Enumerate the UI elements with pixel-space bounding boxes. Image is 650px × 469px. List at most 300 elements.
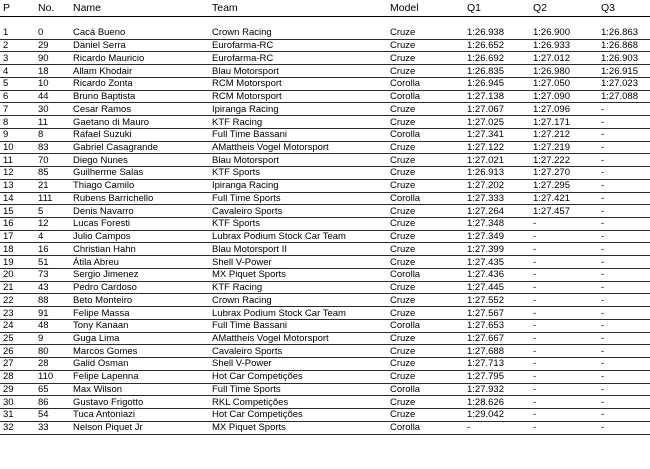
cell-model: Cruze bbox=[390, 154, 416, 166]
cell-q1-time: - bbox=[467, 422, 471, 434]
cell-position: 10 bbox=[3, 141, 14, 153]
cell-q3-time: - bbox=[601, 205, 605, 217]
cell-position: 21 bbox=[3, 282, 14, 294]
cell-q2-time: 1:27.219 bbox=[533, 141, 570, 153]
cell-team: Full Time Bassani bbox=[212, 320, 287, 332]
cell-q3-time: - bbox=[601, 269, 605, 281]
cell-q3-time: - bbox=[601, 294, 605, 306]
cell-driver-name: Felipe Lapenna bbox=[73, 371, 139, 383]
cell-q3-time: - bbox=[601, 383, 605, 395]
cell-driver-name: Gabriel Casagrande bbox=[73, 141, 159, 153]
cell-position: 26 bbox=[3, 345, 14, 357]
cell-q3-time: - bbox=[601, 103, 605, 115]
table-row bbox=[0, 319, 650, 332]
cell-q3-time: - bbox=[601, 243, 605, 255]
cell-position: 18 bbox=[3, 243, 14, 255]
cell-q2-time: - bbox=[533, 320, 537, 332]
cell-team: Eurofarma-RC bbox=[212, 52, 274, 64]
cell-q2-time: 1:26.933 bbox=[533, 40, 570, 52]
cell-driver-name: Ricardo Mauricio bbox=[73, 52, 145, 64]
cell-q1-time: 1:27.445 bbox=[467, 282, 504, 294]
cell-position: 32 bbox=[3, 422, 14, 434]
header-q1: Q1 bbox=[467, 1, 482, 14]
cell-model: Cruze bbox=[390, 243, 416, 255]
cell-driver-name: Cacá Bueno bbox=[73, 27, 126, 39]
cell-q3-time: - bbox=[601, 218, 605, 230]
cell-model: Cruze bbox=[390, 256, 416, 268]
cell-driver-name: Max Wilson bbox=[73, 383, 123, 395]
cell-position: 17 bbox=[3, 231, 14, 243]
cell-number: 16 bbox=[38, 243, 49, 255]
cell-position: 6 bbox=[3, 91, 9, 103]
cell-model: Cruze bbox=[390, 205, 416, 217]
cell-number: 80 bbox=[38, 345, 49, 357]
cell-q2-time: - bbox=[533, 294, 537, 306]
cell-model: Cruze bbox=[390, 116, 416, 128]
cell-team: MX Piquet Sports bbox=[212, 269, 286, 281]
cell-team: Shell V-Power bbox=[212, 256, 272, 268]
cell-q2-time: 1:27.457 bbox=[533, 205, 570, 217]
cell-q2-time: - bbox=[533, 396, 537, 408]
cell-number: 48 bbox=[38, 320, 49, 332]
cell-team: Cavaleiro Sports bbox=[212, 205, 283, 217]
cell-model: Corolla bbox=[390, 320, 421, 332]
cell-q1-time: 1:27.341 bbox=[467, 129, 504, 141]
cell-position: 13 bbox=[3, 180, 14, 192]
cell-team: Full Time Sports bbox=[212, 192, 281, 204]
header-q2: Q2 bbox=[533, 1, 548, 14]
cell-position: 9 bbox=[3, 129, 9, 141]
table-row bbox=[0, 141, 650, 154]
cell-q1-time: 1:27.688 bbox=[467, 345, 504, 357]
cell-number: 51 bbox=[38, 256, 49, 268]
cell-position: 3 bbox=[3, 52, 9, 64]
cell-position: 22 bbox=[3, 294, 14, 306]
cell-number: 12 bbox=[38, 218, 49, 230]
cell-q2-time: 1:27.012 bbox=[533, 52, 570, 64]
cell-position: 2 bbox=[3, 40, 9, 52]
cell-q1-time: 1:27.932 bbox=[467, 383, 504, 395]
cell-q1-time: 1:27.333 bbox=[467, 192, 504, 204]
cell-team: Hot Car Competições bbox=[212, 409, 303, 421]
cell-q3-time: - bbox=[601, 282, 605, 294]
cell-driver-name: Guilherme Salas bbox=[73, 167, 144, 179]
cell-team: AMattheis Vogel Motorsport bbox=[212, 332, 329, 344]
cell-number: 11 bbox=[38, 116, 48, 128]
cell-driver-name: Thiago Camilo bbox=[73, 180, 135, 192]
cell-q1-time: 1:26.692 bbox=[467, 52, 504, 64]
cell-q1-time: 1:27.435 bbox=[467, 256, 504, 268]
cell-team: KTF Sports bbox=[212, 167, 261, 179]
cell-q3-time: - bbox=[601, 154, 605, 166]
cell-driver-name: Christian Hahn bbox=[73, 243, 136, 255]
cell-q3-time: - bbox=[601, 345, 605, 357]
cell-position: 24 bbox=[3, 320, 14, 332]
cell-team: Cavaleiro Sports bbox=[212, 345, 283, 357]
cell-driver-name: Cesar Ramos bbox=[73, 103, 132, 115]
cell-q1-time: 1:27.349 bbox=[467, 231, 504, 243]
cell-position: 29 bbox=[3, 383, 14, 395]
cell-number: 110 bbox=[38, 371, 54, 383]
cell-number: 111 bbox=[38, 192, 53, 204]
cell-driver-name: Beto Monteiro bbox=[73, 294, 133, 306]
cell-q1-time: 1:27.067 bbox=[467, 103, 504, 115]
table-row bbox=[0, 154, 650, 167]
cell-position: 30 bbox=[3, 396, 14, 408]
table-row bbox=[0, 167, 650, 180]
cell-team: Lubrax Podium Stock Car Team bbox=[212, 307, 346, 319]
cell-q2-time: - bbox=[533, 307, 537, 319]
cell-model: Cruze bbox=[390, 409, 416, 421]
cell-q2-time: 1:27.222 bbox=[533, 154, 570, 166]
table-row bbox=[0, 103, 650, 116]
cell-q3-time: 1:27.023 bbox=[601, 78, 638, 90]
cell-q1-time: 1:27.122 bbox=[467, 141, 504, 153]
table-row bbox=[0, 307, 650, 320]
spacer-cell bbox=[0, 17, 650, 28]
cell-position: 5 bbox=[3, 78, 9, 90]
cell-model: Corolla bbox=[390, 91, 421, 103]
cell-q1-time: 1:28.626 bbox=[467, 396, 504, 408]
table-row bbox=[0, 230, 650, 243]
cell-q2-time: 1:27.212 bbox=[533, 129, 570, 141]
table-row bbox=[0, 39, 650, 52]
cell-q1-time: 1:26.913 bbox=[467, 167, 504, 179]
cell-q1-time: 1:26.938 bbox=[467, 27, 504, 39]
cell-q2-time: - bbox=[533, 422, 537, 434]
cell-q1-time: 1:27.653 bbox=[467, 320, 504, 332]
cell-position: 4 bbox=[3, 65, 9, 77]
cell-team: Blau Motorsport II bbox=[212, 243, 287, 255]
cell-team: RCM Motorsport bbox=[212, 91, 282, 103]
cell-model: Cruze bbox=[390, 332, 416, 344]
table-row bbox=[0, 281, 650, 294]
cell-q3-time: 1:26.868 bbox=[601, 40, 638, 52]
cell-team: RKL Competições bbox=[212, 396, 289, 408]
cell-q2-time: - bbox=[533, 409, 537, 421]
cell-q2-time: 1:27.096 bbox=[533, 103, 570, 115]
cell-q2-time: 1:27.270 bbox=[533, 167, 570, 179]
table-row bbox=[0, 358, 650, 371]
cell-driver-name: Gaetano di Mauro bbox=[73, 116, 150, 128]
cell-driver-name: Gustavo Frigotto bbox=[73, 396, 144, 408]
cell-driver-name: Bruno Baptista bbox=[73, 91, 136, 103]
cell-q2-time: 1:27.090 bbox=[533, 91, 570, 103]
table-row bbox=[0, 179, 650, 192]
cell-team: KTF Racing bbox=[212, 116, 263, 128]
cell-q3-time: - bbox=[601, 129, 605, 141]
cell-q2-time: - bbox=[533, 282, 537, 294]
cell-q3-time: - bbox=[601, 256, 605, 268]
cell-position: 25 bbox=[3, 332, 14, 344]
cell-q1-time: 1:27.399 bbox=[467, 243, 504, 255]
cell-q2-time: - bbox=[533, 383, 537, 395]
cell-position: 31 bbox=[3, 409, 14, 421]
cell-q2-time: - bbox=[533, 269, 537, 281]
cell-q1-time: 1:26.945 bbox=[467, 78, 504, 90]
cell-q2-time: 1:26.980 bbox=[533, 65, 570, 77]
cell-number: 30 bbox=[38, 103, 49, 115]
cell-position: 14 bbox=[3, 192, 14, 204]
table-row bbox=[0, 77, 650, 90]
cell-driver-name: Diego Nunes bbox=[73, 154, 128, 166]
cell-q1-time: 1:27.795 bbox=[467, 371, 504, 383]
cell-q1-time: 1:26.835 bbox=[467, 65, 504, 77]
cell-driver-name: Ricardo Zonta bbox=[73, 78, 133, 90]
cell-q1-time: 1:27.264 bbox=[467, 205, 504, 217]
cell-model: Cruze bbox=[390, 371, 416, 383]
cell-driver-name: Denis Navarro bbox=[73, 205, 134, 217]
header-q3: Q3 bbox=[601, 1, 616, 14]
cell-position: 16 bbox=[3, 218, 14, 230]
cell-number: 8 bbox=[38, 129, 44, 141]
cell-q2-time: 1:27.421 bbox=[533, 192, 570, 204]
cell-driver-name: Lucas Foresti bbox=[73, 218, 131, 230]
cell-model: Corolla bbox=[390, 129, 421, 141]
cell-q1-time: 1:27.436 bbox=[467, 269, 504, 281]
cell-q3-time: - bbox=[601, 116, 605, 128]
cell-position: 11 bbox=[3, 154, 13, 166]
cell-q1-time: 1:27.348 bbox=[467, 218, 504, 230]
table-row bbox=[0, 370, 650, 383]
cell-driver-name: Átila Abreu bbox=[73, 256, 119, 268]
cell-driver-name: Rubens Barrichello bbox=[73, 192, 154, 204]
cell-number: 70 bbox=[38, 154, 49, 166]
cell-q3-time: 1:26.863 bbox=[601, 27, 638, 39]
table-row bbox=[0, 268, 650, 281]
cell-model: Cruze bbox=[390, 358, 416, 370]
cell-team: Blau Motorsport bbox=[212, 65, 280, 77]
cell-model: Cruze bbox=[390, 218, 416, 230]
cell-number: 85 bbox=[38, 167, 49, 179]
table-row bbox=[0, 52, 650, 65]
cell-q3-time: 1:27.088 bbox=[601, 91, 638, 103]
cell-model: Cruze bbox=[390, 40, 416, 52]
cell-position: 1 bbox=[3, 27, 9, 39]
cell-number: 91 bbox=[38, 307, 49, 319]
cell-team: Crown Racing bbox=[212, 294, 272, 306]
cell-q2-time: - bbox=[533, 243, 537, 255]
header-spacer bbox=[0, 17, 650, 28]
cell-number: 18 bbox=[38, 65, 49, 77]
cell-q1-time: 1:27.552 bbox=[467, 294, 504, 306]
cell-model: Cruze bbox=[390, 282, 416, 294]
cell-q3-time: - bbox=[601, 231, 605, 243]
cell-number: 54 bbox=[38, 409, 49, 421]
header-number: No. bbox=[38, 1, 55, 14]
cell-q2-time: 1:27.171 bbox=[533, 116, 570, 128]
cell-team: KTF Racing bbox=[212, 282, 263, 294]
cell-driver-name: Julio Campos bbox=[73, 231, 131, 243]
cell-driver-name: Sergio Jimenez bbox=[73, 269, 139, 281]
cell-driver-name: Galid Osman bbox=[73, 358, 129, 370]
cell-driver-name: Tuca Antoniazi bbox=[73, 409, 135, 421]
cell-q3-time: 1:26.903 bbox=[601, 52, 638, 64]
cell-driver-name: Daniel Serra bbox=[73, 40, 126, 52]
table-row bbox=[0, 396, 650, 409]
cell-number: 10 bbox=[38, 78, 49, 90]
cell-team: Ipiranga Racing bbox=[212, 180, 279, 192]
cell-q1-time: 1:27.713 bbox=[467, 358, 504, 370]
header-model: Model bbox=[390, 1, 419, 14]
cell-q1-time: 1:27.667 bbox=[467, 332, 504, 344]
table-row bbox=[0, 218, 650, 231]
cell-number: 65 bbox=[38, 383, 49, 395]
cell-number: 43 bbox=[38, 282, 49, 294]
cell-model: Cruze bbox=[390, 141, 416, 153]
cell-team: AMattheis Vogel Motorsport bbox=[212, 141, 329, 153]
cell-number: 73 bbox=[38, 269, 49, 281]
cell-position: 27 bbox=[3, 358, 14, 370]
table-row bbox=[0, 421, 650, 434]
table-row bbox=[0, 116, 650, 129]
cell-position: 15 bbox=[3, 205, 14, 217]
cell-number: 44 bbox=[38, 91, 49, 103]
cell-q3-time: - bbox=[601, 192, 605, 204]
cell-q2-time: - bbox=[533, 256, 537, 268]
cell-number: 86 bbox=[38, 396, 49, 408]
cell-driver-name: Rafael Suzuki bbox=[73, 129, 132, 141]
cell-driver-name: Tony Kanaan bbox=[73, 320, 129, 332]
cell-model: Cruze bbox=[390, 396, 416, 408]
cell-number: 21 bbox=[38, 180, 49, 192]
cell-number: 0 bbox=[38, 27, 44, 39]
cell-model: Corolla bbox=[390, 269, 421, 281]
cell-driver-name: Marcos Gomes bbox=[73, 345, 138, 357]
cell-q2-time: - bbox=[533, 371, 537, 383]
cell-model: Cruze bbox=[390, 180, 416, 192]
cell-team: Blau Motorsport bbox=[212, 154, 280, 166]
cell-q3-time: - bbox=[601, 167, 605, 179]
cell-q1-time: 1:27.567 bbox=[467, 307, 504, 319]
cell-model: Cruze bbox=[390, 307, 416, 319]
cell-q2-time: - bbox=[533, 358, 537, 370]
cell-driver-name: Nelson Piquet Jr bbox=[73, 422, 143, 434]
cell-q1-time: 1:29.042 bbox=[467, 409, 504, 421]
table-row bbox=[0, 192, 650, 205]
table-row bbox=[0, 256, 650, 269]
cell-q2-time: - bbox=[533, 332, 537, 344]
cell-number: 28 bbox=[38, 358, 49, 370]
table-row bbox=[0, 294, 650, 307]
cell-q2-time: - bbox=[533, 218, 537, 230]
cell-number: 83 bbox=[38, 141, 49, 153]
cell-driver-name: Allam Khodair bbox=[73, 65, 133, 77]
cell-model: Cruze bbox=[390, 65, 416, 77]
results-body bbox=[0, 17, 650, 435]
cell-q3-time: - bbox=[601, 422, 605, 434]
cell-q1-time: 1:27.025 bbox=[467, 116, 504, 128]
cell-driver-name: Guga Lima bbox=[73, 332, 120, 344]
table-row bbox=[0, 205, 650, 218]
table-row bbox=[0, 409, 650, 422]
table-row bbox=[0, 332, 650, 345]
cell-position: 28 bbox=[3, 371, 14, 383]
table-row bbox=[0, 128, 650, 141]
cell-position: 7 bbox=[3, 103, 9, 115]
cell-model: Cruze bbox=[390, 103, 416, 115]
cell-model: Corolla bbox=[390, 383, 421, 395]
cell-model: Cruze bbox=[390, 294, 416, 306]
cell-q3-time: 1:26.915 bbox=[601, 65, 638, 77]
cell-model: Cruze bbox=[390, 345, 416, 357]
cell-team: MX Piquet Sports bbox=[212, 422, 286, 434]
table-row bbox=[0, 27, 650, 39]
cell-number: 29 bbox=[38, 40, 49, 52]
cell-team: Ipiranga Racing bbox=[212, 103, 279, 115]
cell-q2-time: 1:26.900 bbox=[533, 27, 570, 39]
header-position: P bbox=[3, 1, 11, 14]
cell-number: 5 bbox=[38, 205, 44, 217]
cell-position: 12 bbox=[3, 167, 14, 179]
cell-driver-name: Pedro Cardoso bbox=[73, 282, 137, 294]
cell-q3-time: - bbox=[601, 141, 605, 153]
cell-position: 23 bbox=[3, 307, 14, 319]
cell-q1-time: 1:27.021 bbox=[467, 154, 504, 166]
cell-model: Cruze bbox=[390, 27, 416, 39]
cell-number: 4 bbox=[38, 231, 44, 243]
cell-team: RCM Motorsport bbox=[212, 78, 282, 90]
table-row bbox=[0, 345, 650, 358]
cell-team: Full Time Sports bbox=[212, 383, 281, 395]
cell-team: Crown Racing bbox=[212, 27, 272, 39]
cell-team: Eurofarma-RC bbox=[212, 40, 274, 52]
cell-number: 9 bbox=[38, 332, 44, 344]
cell-q2-time: 1:27.295 bbox=[533, 180, 570, 192]
table-row bbox=[0, 383, 650, 396]
cell-q3-time: - bbox=[601, 371, 605, 383]
cell-position: 20 bbox=[3, 269, 14, 281]
header-name: Name bbox=[73, 1, 102, 14]
cell-q1-time: 1:27.138 bbox=[467, 91, 504, 103]
header-row bbox=[0, 0, 650, 17]
cell-model: Cruze bbox=[390, 52, 416, 64]
cell-q2-time: 1:27.050 bbox=[533, 78, 570, 90]
cell-q1-time: 1:27.202 bbox=[467, 180, 504, 192]
cell-model: Corolla bbox=[390, 192, 421, 204]
cell-driver-name: Felipe Massa bbox=[73, 307, 130, 319]
cell-q1-time: 1:26.652 bbox=[467, 40, 504, 52]
cell-position: 8 bbox=[3, 116, 9, 128]
cell-q3-time: - bbox=[601, 358, 605, 370]
cell-q3-time: - bbox=[601, 332, 605, 344]
cell-q2-time: - bbox=[533, 345, 537, 357]
table-row bbox=[0, 90, 650, 103]
cell-q3-time: - bbox=[601, 396, 605, 408]
cell-team: Full Time Bassani bbox=[212, 129, 287, 141]
cell-team: Shell V-Power bbox=[212, 358, 272, 370]
cell-team: Hot Car Competições bbox=[212, 371, 303, 383]
cell-number: 90 bbox=[38, 52, 49, 64]
cell-q3-time: - bbox=[601, 307, 605, 319]
cell-model: Cruze bbox=[390, 231, 416, 243]
cell-q3-time: - bbox=[601, 180, 605, 192]
cell-model: Corolla bbox=[390, 422, 421, 434]
cell-model: Corolla bbox=[390, 78, 421, 90]
cell-team: KTF Sports bbox=[212, 218, 261, 230]
cell-model: Cruze bbox=[390, 167, 416, 179]
table-row bbox=[0, 65, 650, 78]
cell-q2-time: - bbox=[533, 231, 537, 243]
cell-q3-time: - bbox=[601, 320, 605, 332]
cell-position: 19 bbox=[3, 256, 14, 268]
cell-team: Lubrax Podium Stock Car Team bbox=[212, 231, 346, 243]
cell-q3-time: - bbox=[601, 409, 605, 421]
cell-number: 88 bbox=[38, 294, 49, 306]
table-row bbox=[0, 243, 650, 256]
cell-number: 33 bbox=[38, 422, 49, 434]
header-team: Team bbox=[212, 1, 238, 14]
